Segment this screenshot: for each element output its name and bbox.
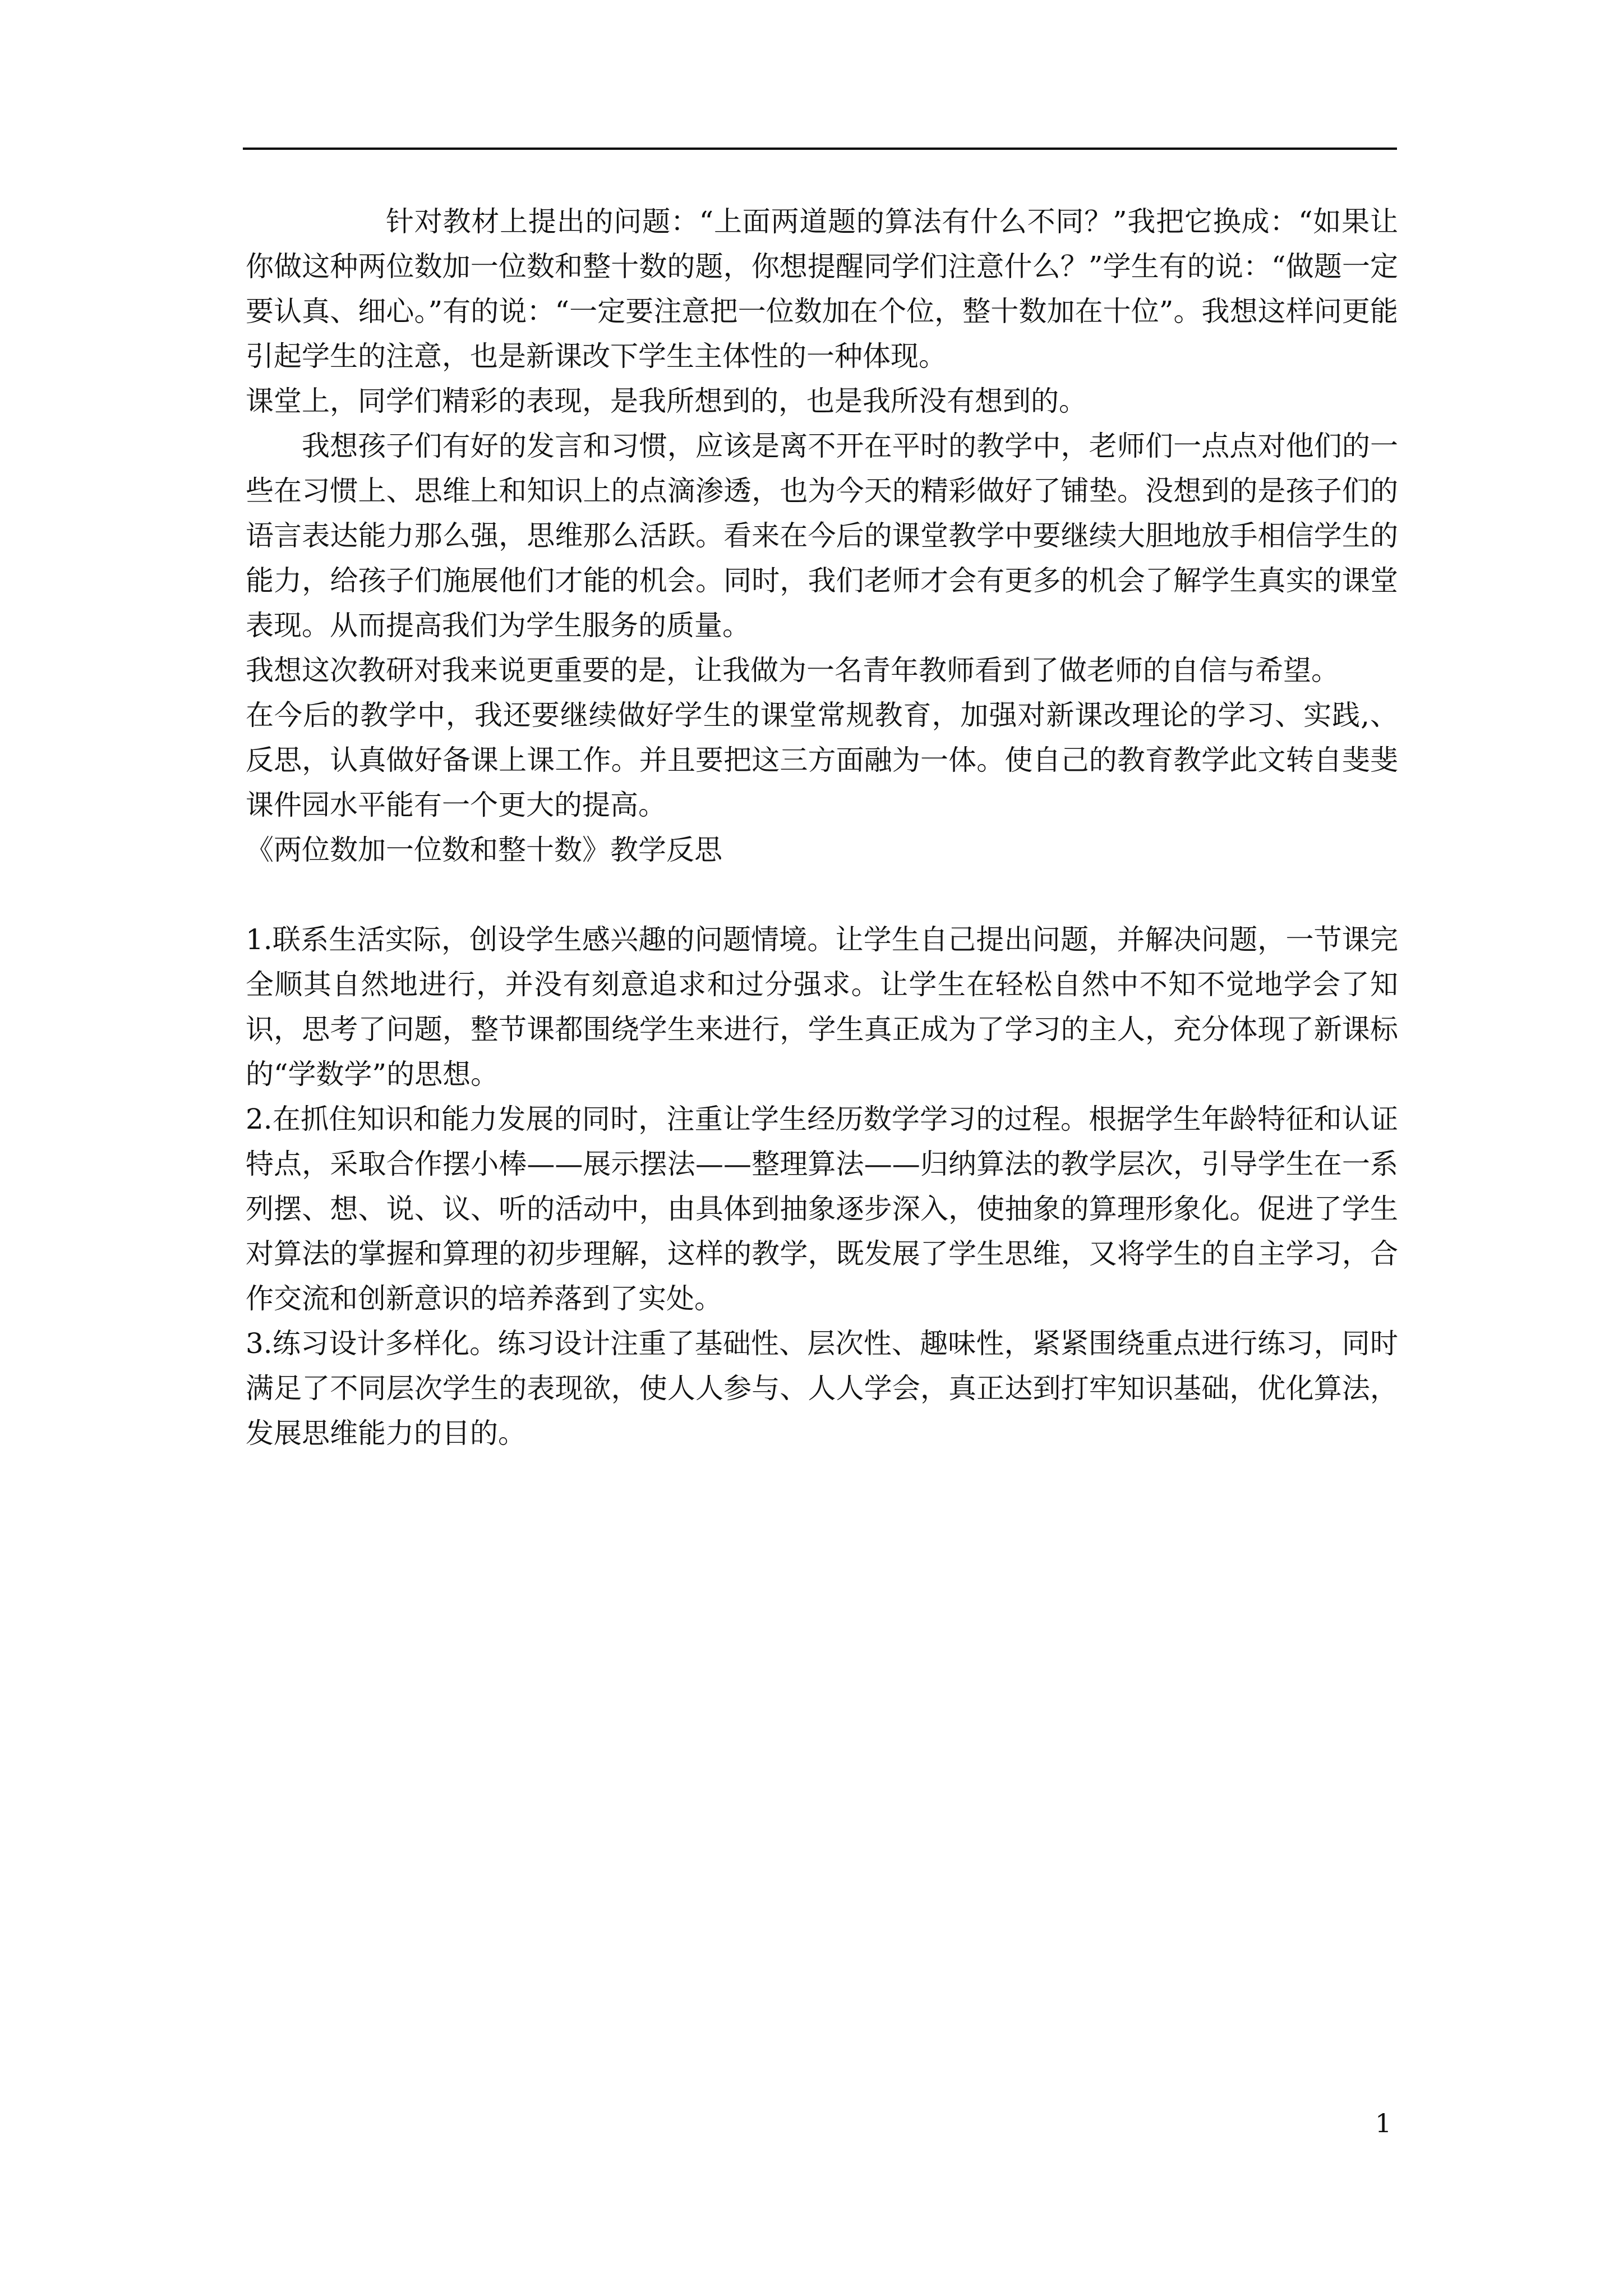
- paragraph-future: 在今后的教学中，我还要继续做好学生的课堂常规教育，加强对新课改理论的学习、实践,、反思，认真做好备课上课工作。并且要把这三方面融为一体。使自己的教育教学此文转自斐斐课件园水平能有一个更大的提高。: [246, 699, 1398, 821]
- document-body: [246, 199, 1398, 1456]
- list-item-2: 2.在抓住知识和能力发展的同时，注重让学生经历数学学习的过程。根据学生年龄特征和认证特点，采取合作摆小棒——展示摆法——整理算法——归纳算法的教学层次，引导学生在一系列摆、想、说、议、听的活动中，由具体到抽象逐步深入，使抽象的算理形象化。促进了学生对算法的掌握和算理的初步理解，这样的教学，既发展了学生思维，又将学生的自主学习，合作交流和创新意识的培养落到了实处。: [246, 1103, 1398, 1315]
- blank-line: [246, 872, 1398, 917]
- paragraph-habits: 我想孩子们有好的发言和习惯，应该是离不开在平时的教学中，老师们一点点对他们的一些在习惯上、思维上和知识上的点滴渗透，也为今天的精彩做好了铺垫。没想到的是孩子们的语言表达能力那么强，思维那么活跃。看来在今后的课堂教学中要继续大胆地放手相信学生的能力，给孩子们施展他们才能的机会。同时，我们老师才会有更多的机会了解学生真实的课堂表现。从而提高我们为学生服务的质量。: [246, 430, 1398, 642]
- paragraph-classroom: 课堂上，同学们精彩的表现，是我所想到的，也是我所没有想到的。: [246, 385, 1087, 417]
- list-item-3: 3.练习设计多样化。练习设计注重了基础性、层次性、趣味性，紧紧围绕重点进行练习，同时满足了不同层次学生的表现欲，使人人参与、人人学会，真正达到打牢知识基础，优化算法，发展思维能力的目的。: [246, 1327, 1398, 1450]
- paragraph-intro: 针对教材上提出的问题：“上面两道题的算法有什么不同？”我把它换成：“如果让你做这种两位数加一位数和整十数的题，你想提醒同学们注意什么？”学生有的说：“做题一定要认真、细心。”有的说：“一定要注意把一位数加在个位，整十数加在十位”。我想这样问更能引起学生的注意，也是新课改下学生主体性的一种体现。: [246, 205, 1398, 372]
- section-title: 《两位数加一位数和整十数》教学反思: [246, 834, 722, 866]
- header-rule: [243, 148, 1397, 150]
- paragraph-confidence: 我想这次教研对我来说更重要的是，让我做为一名青年教师看到了做老师的自信与希望。: [246, 654, 1339, 687]
- page-number: 1: [1375, 2108, 1392, 2138]
- list-item-1: 1.联系生活实际，创设学生感兴趣的问题情境。让学生自己提出问题，并解决问题，一节课完全顺其自然地进行，并没有刻意追求和过分强求。让学生在轻松自然中不知不觉地学会了知识，思考了问题，整节课都围绕学生来进行，学生真正成为了学习的主人，充分体现了新课标的“学数学”的思想。: [246, 923, 1398, 1091]
